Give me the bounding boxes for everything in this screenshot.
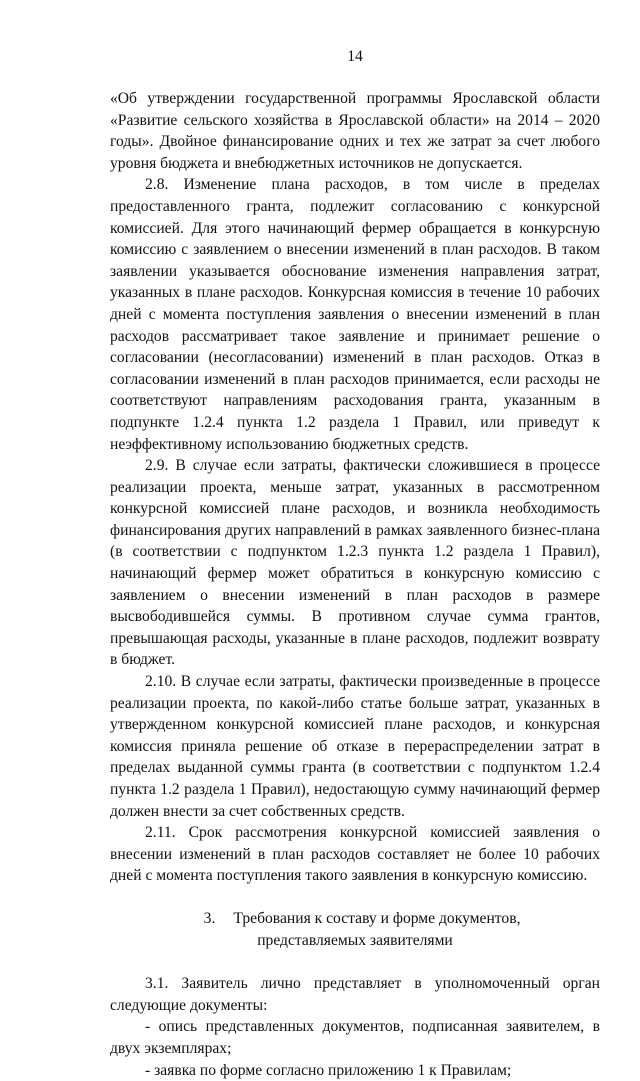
paragraph-3-1: 3.1. Заявитель лично представляет в уполномоченный орган следующие документы:	[110, 975, 600, 1014]
paragraph-2-11: 2.11. Срок рассмотрения конкурсной комиссией заявления о внесении изменений в план расходов составляет не более 10 рабочих дней с момента поступления такого заявления в конкурсную комиссию.	[110, 824, 600, 885]
paragraph-2-9: 2.9. В случае если затраты, фактически сложившиеся в процессе реализации проекта, меньше затрат, указанных в рассмотренном конкурсной комиссией плане расходов, и возникла необходимость финансирования других направлений в рамках заявленного бизнес-плана (в соответствии с подпунктом 1.2.3 пункта 1.2 раздела 1 Правил), начинающий фермер может обратиться в конкурсную комиссию с заявлением о внесении изменений в план расходов в размере высвободившейся суммы. В противном случае сумма грантов, превышающая расходы, указанные в плане расходов, подлежит возврату в бюджет.	[110, 457, 600, 669]
page-number: 14	[347, 48, 363, 65]
section-heading	[110, 908, 600, 951]
section-number: 3.	[203, 909, 216, 927]
list-item-inventory: - опись представленных документов, подписанная заявителем, в двух экземплярах;	[110, 1018, 600, 1057]
list-item-application: - заявка по форме согласно приложению 1 к Правилам;	[145, 1061, 512, 1079]
section-title-line1: Требования к составу и форме документов,	[233, 909, 521, 927]
paragraph-continuation: «Об утверждении государственной программы Ярославской области «Развитие сельского хозяйства в Ярославской области» на 2014 – 2020 годы». Двойное финансирование одних и тех же затрат за счет любого уровня бюджета и внебюджетных источников не допускается.	[110, 90, 600, 172]
paragraph-2-8: 2.8. Изменение плана расходов, в том числе в пределах предоставленного гранта, подлежит согласованию с конкурсной комиссией. Для этого начинающий фермер обращается в конкурсную комиссию с заявлением о внесении изменений в план расходов. В таком заявлении указывается обоснование изменения направления затрат, указанных в плане расходов. Конкурсная комиссия в течение 10 рабочих дней с момента поступления заявления о внесении изменений в план расходов рассматривает такое заявление и принимает решение о согласовании (несогласовании) изменений в план расходов. Отказ в согласовании изменений в план расходов принимается, если расходы не соответствуют направлениям расходования гранта, указанным в подпункте 1.2.4 пункта 1.2 раздела 1 Правил, или приведут к неэффективному использованию бюджетных средств.	[110, 176, 600, 453]
section-title-line2: представляемых заявителями	[257, 931, 453, 949]
paragraph-2-10: 2.10. В случае если затраты, фактически произведенные в процессе реализации проекта, по какой-либо статье больше затрат, указанных в утвержденном конкурсной комиссией плане расходов, и конкурсная комиссия приняла решение об отказе в перераспределении затрат в пределах выданной суммы гранта (в соответствии с подпунктом 1.2.4 пункта 1.2 раздела 1 Правил), недостающую сумму начинающий фермер должен внести за счет собственных средств.	[110, 673, 600, 820]
